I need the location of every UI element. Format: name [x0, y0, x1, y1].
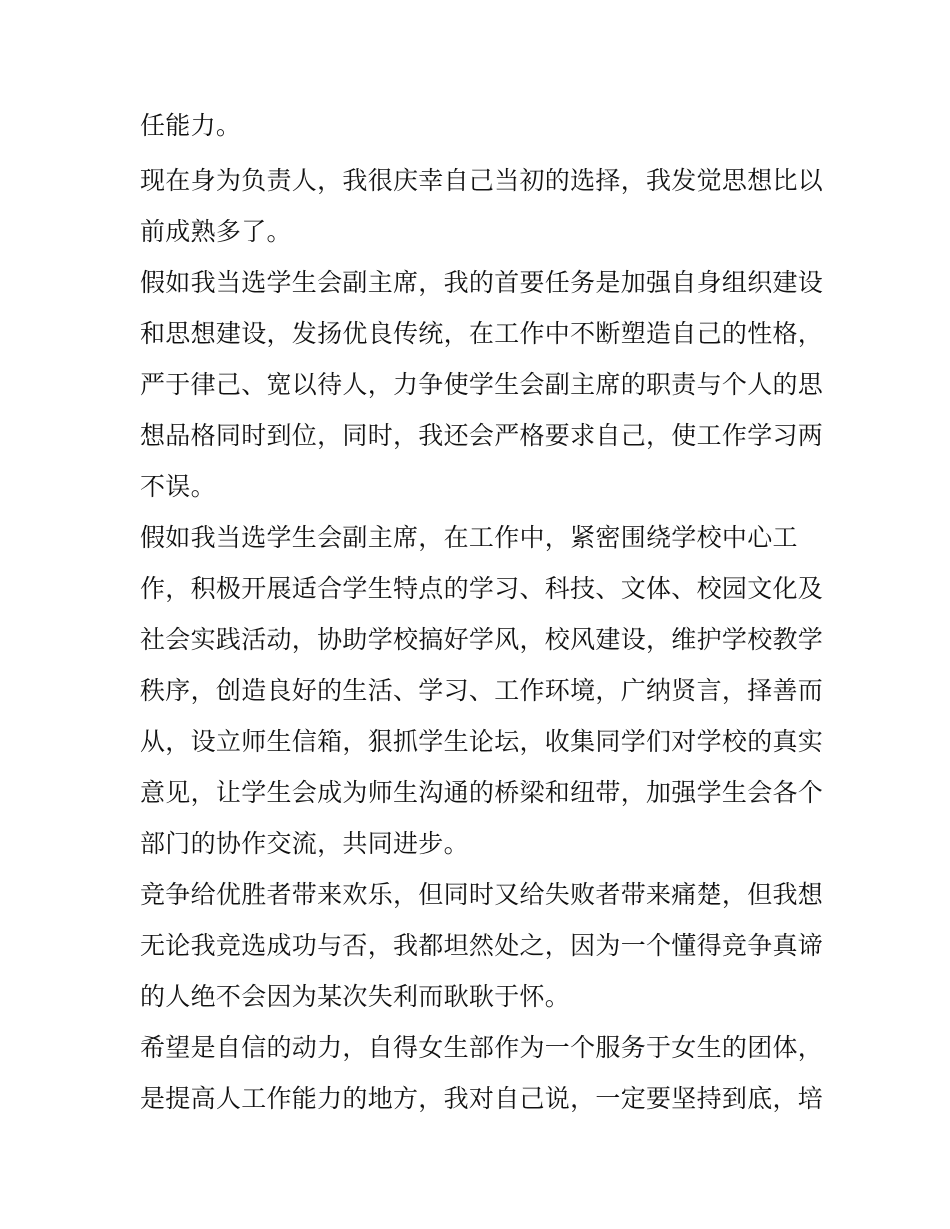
text-line: 竞争给优胜者带来欢乐，但同时又给失败者带来痛楚，但我想 — [140, 880, 824, 909]
text-line: 严于律己、宽以待人，力争使学生会副主席的职责与个人的思 — [140, 370, 824, 399]
text-line: 从，设立师生信箱，狠抓学生论坛，收集同学们对学校的真实 — [140, 727, 824, 756]
text-line: 部门的协作交流，共同进步。 — [140, 829, 469, 858]
text-line: 不误。 — [140, 472, 216, 501]
text-line: 作，积极开展适合学生特点的学习、科技、文体、校园文化及 — [140, 574, 824, 603]
text-line: 的人绝不会因为某次失利而耿耿于怀。 — [140, 982, 571, 1011]
text-line: 想品格同时到位，同时，我还会严格要求自己，使工作学习两 — [140, 421, 824, 450]
text-line: 前成熟多了。 — [140, 217, 292, 246]
text-line: 秩序，创造良好的生活、学习、工作环境，广纳贤言，择善而 — [140, 676, 824, 705]
text-line: 假如我当选学生会副主席，在工作中，紧密围绕学校中心工 — [140, 523, 798, 552]
text-line: 无论我竞选成功与否，我都坦然处之，因为一个懂得竞争真谛 — [140, 931, 824, 960]
text-line: 假如我当选学生会副主席，我的首要任务是加强自身组织建设 — [140, 268, 824, 297]
text-line: 社会实践活动，协助学校搞好学风，校风建设，维护学校教学 — [140, 625, 824, 654]
text-line: 任能力。 — [140, 111, 242, 140]
text-line: 现在身为负责人，我很庆幸自己当初的选择，我发觉思想比以 — [140, 166, 824, 195]
text-line: 是提高人工作能力的地方，我对自己说，一定要坚持到底，培 — [140, 1084, 824, 1113]
text-line: 和思想建设，发扬优良传统，在工作中不断塑造自己的性格， — [140, 319, 824, 348]
text-line: 希望是自信的动力，自得女生部作为一个服务于女生的团体， — [140, 1033, 824, 1062]
text-line: 意见，让学生会成为师生沟通的桥梁和纽带，加强学生会各个 — [140, 778, 824, 807]
